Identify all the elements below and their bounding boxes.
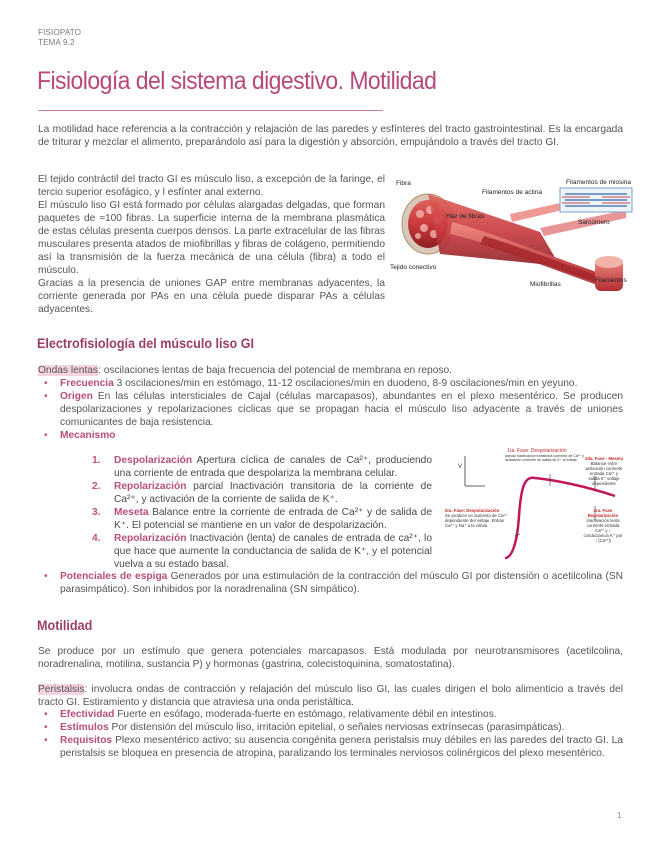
phase0-box: 0ra. Fase: Despolarización Se produce un aumento de Ca²⁺ dependiente del voltaje. Entran Ca²⁺ y Na⁺ a la célula	[445, 508, 508, 528]
list-item-estimulos: • Estímulos Por distensión del músculo liso, irritación epitelial, o señales nerviosas extrínsecas (parasimpáticas).	[44, 722, 565, 733]
slow-waves-text: : oscilaciones lentas de baja frecuencia del potencial de membrana en reposo.	[98, 365, 452, 376]
label-fibra: Fibra	[396, 180, 411, 187]
sarcomere-diagram	[560, 188, 632, 212]
axis-voltage-label: V	[458, 464, 463, 470]
page-number: 1	[617, 811, 622, 820]
page-title: Fisiología del sistema digestivo. Motilidad	[37, 67, 437, 95]
mechanism-steps	[92, 454, 432, 571]
course-label: FISIOPATO	[38, 28, 82, 37]
topic-label: TEMA 9.2	[38, 38, 75, 47]
smooth-muscle-paragraph-3: Gracias a la presencia de uniones GAP entre membranas adyacentes, la corriente generada por PAs en una célula puede disparar PAs a células adyacentes.	[38, 278, 385, 315]
label-miosina: Filamentos de miosina	[566, 179, 632, 186]
peristalsis-text: : involucra ondas de contracción y relajación del músculo liso GI, las cuales dirigen el bolo alimenticio a través del tracto GI. Estiramiento y distancia que atraviesa una onda peristáltica.	[38, 684, 623, 708]
motility-paragraph: Se produce por un estímulo que genera potenciales marcapasos. Está modulada por neurotransmisores (acetilcolina, noradrenalina, motilina, sustancia P) y hormonas (gastrina, colecistoquinina, somatostatina).	[38, 646, 623, 670]
label-tejido-conectivo: Tejido conectivo	[390, 264, 437, 271]
muscle-structure-figure	[390, 174, 638, 300]
label-haz-fibras: Haz de fibras	[446, 213, 485, 220]
label-filamentos: Filamentos	[595, 277, 627, 284]
phase1-title: 1ra. Fase: Despolarización	[507, 448, 567, 454]
step-meseta: 3. Meseta Balance entre la corriente de entrada de Ca²⁺ y de salida de K⁺. El potencial se mantiene en un valor de despolarización.	[92, 507, 432, 531]
step-repolarizacion-parcial: 2. Repolarización parcial Inactivación transitoria de la corriente de Ca²⁺, y activación de la corriente de salida de K⁺.	[92, 481, 432, 505]
muscle-illustration	[390, 174, 638, 300]
motility-heading: Motilidad	[37, 617, 93, 633]
step-repolarizacion: 4. Repolarización Inactivación (lenta) de canales de entrada de ca²⁺, lo que hace que aumente la conductancia de salida de K⁺, y el potencial vuelva a su estado basal.	[92, 533, 432, 570]
smooth-muscle-paragraph-1: El tejido contráctil del tracto GI es músculo liso, a excepción de la faringe, el tercio superior esofágico, y l esfínter anal externo.	[38, 174, 385, 198]
phase1-box: parcial Inactivación transitoria corriente de Ca²⁺ y activación corriente de salida de K⁺ al voltaje	[505, 454, 584, 463]
smooth-muscle-paragraph-2: El músculo liso GI está formado por células alargadas delgadas, que forman paquetes de ≈100 fibras. La superficie interna de la membrana plasmática de estas células presenta cuerpos densos. La parte extracelular de las fibras musculares presenta atados de miofibrillas y fibras de colágeno, permitiendo así la transmisión de la fuerza mecánica de una célula (fibra) a todo el músculo.	[38, 200, 385, 276]
phase2-box: 2da. Fase - Meseta Balance entre activación corriente entrada Ca²⁺ y salida K⁺ voltaje dependiente	[585, 456, 623, 486]
action-potential-diagram	[445, 446, 623, 562]
list-item-espiga: • Potenciales de espiga Generados por una estimulación de la contracción del músculo GI por distensión o acetilcolina (SN parasimpático). Son inhibidos por la noradrenalina (SN simpático).	[44, 571, 623, 595]
document-header	[38, 28, 81, 48]
ap-axes	[465, 456, 485, 486]
list-item-requisitos: • Requisitos Plexo mesentérico activo; su ausencia congénita genera peristalsis muy débiles en las paredes del tracto GI. La peristalsis se bloquea en presencia de atropina, paralizando los terminales nerviosos colinérgicos del plexo mesentérico.	[44, 735, 623, 759]
smooth-muscle-ap-figure	[445, 446, 623, 562]
title-divider	[38, 110, 383, 111]
label-sarcomero: Sarcómero	[578, 219, 610, 226]
list-item-efectividad: • Efectividad Fuerte en esófago, moderada-fuerte en estómago, relativamente débil en intestinos.	[44, 709, 497, 720]
slow-waves-list	[38, 377, 623, 442]
phase3-box: 3ra. Fase Repolarización Inactivación lenta corriente entrada Ca²⁺ y ↑ conductancia K⁺ por ↑ [Ca²⁺]i	[583, 508, 623, 543]
intro-paragraph: La motilidad hace referencia a la contracción y relajación de las paredes y esfínteres del tracto gastrointestinal. Es la encargada de triturar y mezclar el alimento, preparándolo así para la digestión y absorción, empujándolo a través del tracto GI.	[38, 124, 623, 148]
label-actina: Filamentos de actina	[482, 189, 542, 196]
slow-waves-term: Ondas lentas	[38, 365, 99, 376]
peristalsis-term: Peristalsis	[38, 684, 85, 695]
spike-potentials-list	[38, 570, 623, 596]
slow-waves-paragraph	[38, 364, 623, 377]
list-item-origen: • Origen En las células intersticiales de Cajal (células marcapasos), abundantes en el plexo mesentérico. Se producen despolarizaciones y repolarizaciones cíclicas que se propagan hacia el músculo liso adyacente a través de uniones comunicantes de baja resistencia.	[44, 391, 623, 428]
label-miofibrillas: Miofibrillas	[530, 281, 561, 288]
step-despolarizacion: 1. Despolarización Apertura cíclica de canales de Ca²⁺, produciendo una corriente de entrada que despolariza la membrana celular.	[92, 455, 432, 479]
list-item-frecuencia: • Frecuencia 3 oscilaciones/min en estómago, 11-12 oscilaciones/min en duodeno, 8-9 oscilaciones/min en yeyuno.	[44, 378, 578, 389]
list-item-mecanismo: • Mecanismo	[44, 430, 116, 441]
peristalsis-list	[38, 708, 623, 760]
peristalsis-paragraph	[38, 683, 623, 709]
electrophysiology-heading: Electrofisiología del músculo liso GI	[37, 335, 255, 351]
